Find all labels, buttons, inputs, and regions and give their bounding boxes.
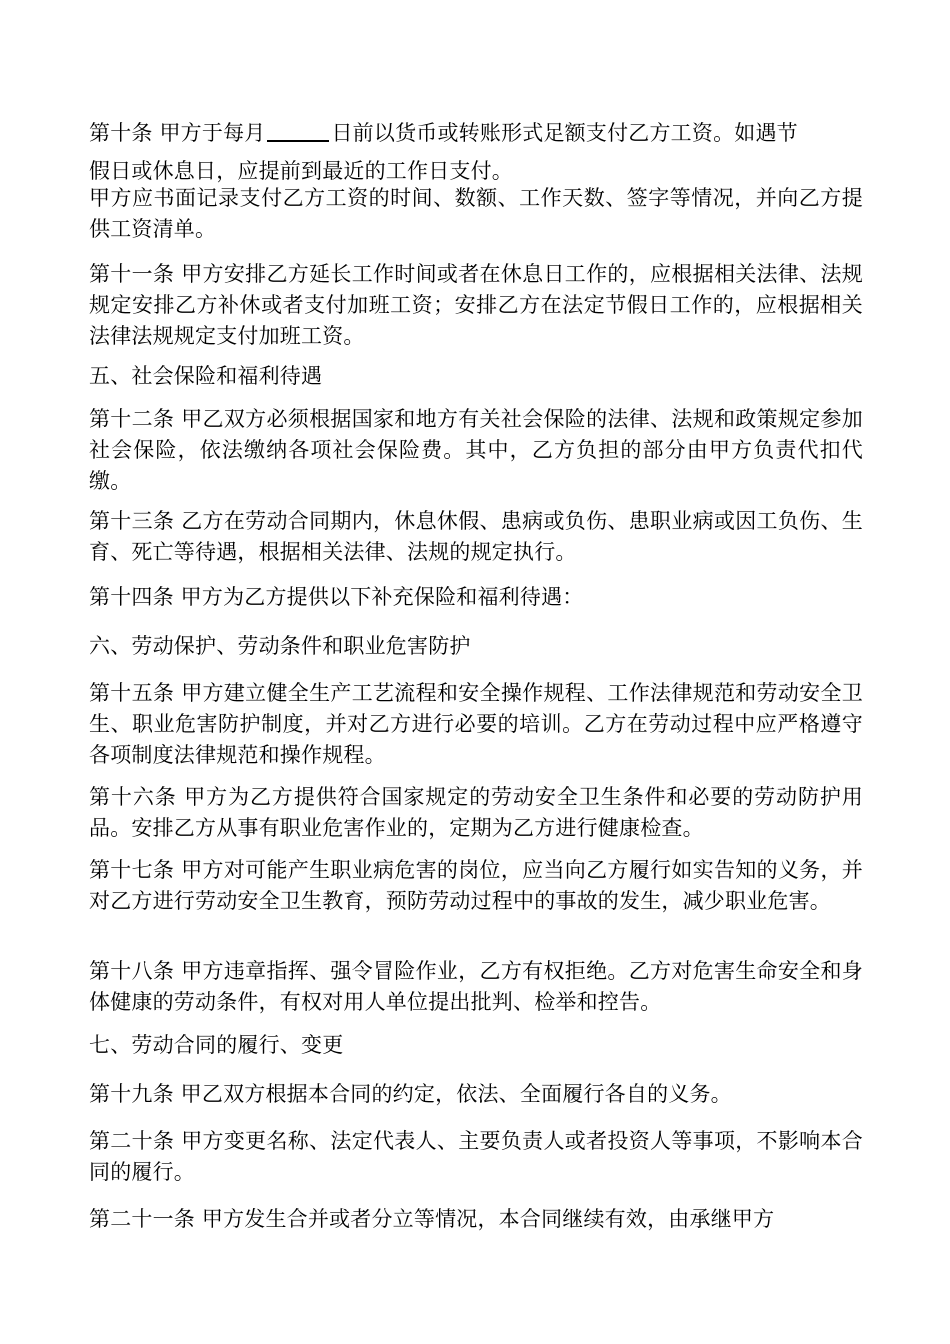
- article-10-line1: [89, 118, 863, 149]
- article-11: 第十一条 甲方安排乙方延长工作时间或者在休息日工作的，应根据相关法律、法规规定安排乙方补休或者支付加班工资；安排乙方在法定节假日工作的，应根据相关法律法规规定支付加班工资。: [89, 262, 863, 348]
- article-16: 第十六条 甲方为乙方提供符合国家规定的劳动安全卫生条件和必要的劳动防护用品。安排乙方从事有职业危害作业的，定期为乙方进行健康检查。: [89, 785, 863, 840]
- article-20: 第二十条 甲方变更名称、法定代表人、主要负责人或者投资人等事项，不影响本合同的履行。: [89, 1129, 863, 1184]
- article-15: 第十五条 甲方建立健全生产工艺流程和安全操作规程、工作法律规范和劳动安全卫生、职业危害防护制度，并对乙方进行必要的培训。乙方在劳动过程中应严格遵守各项制度法律规范和操作规程。: [89, 681, 863, 767]
- article-21: 第二十一条 甲方发生合并或者分立等情况，本合同继续有效，由承继甲方: [89, 1207, 775, 1231]
- article-10-prefix: 第十条 甲方于每月: [89, 121, 266, 145]
- date-blank-field: [267, 120, 329, 142]
- article-17: 第十七条 甲方对可能产生职业病危害的岗位，应当向乙方履行如实告知的义务，并对乙方进行劳动安全卫生教育，预防劳动过程中的事故的发生，减少职业危害。: [89, 858, 863, 913]
- article-12: 第十二条 甲乙双方必须根据国家和地方有关社会保险的法律、法规和政策规定参加社会保险，依法缴纳各项社会保险费。其中，乙方负担的部分由甲方负责代扣代缴。: [89, 407, 863, 493]
- article-19: 第十九条 甲乙双方根据本合同的约定，依法、全面履行各自的义务。: [89, 1082, 732, 1106]
- article-18: 第十八条 甲方违章指挥、强令冒险作业，乙方有权拒绝。乙方对危害生命安全和身体健康的劳动条件，有权对用人单位提出批判、检举和控告。: [89, 959, 863, 1014]
- section-5-heading: 五、社会保险和福利待遇: [89, 364, 323, 388]
- article-10-paragraph2: 甲方应书面记录支付乙方工资的时间、数额、工作天数、签字等情况，并向乙方提供工资清单。: [89, 186, 863, 241]
- article-13: 第十三条 乙方在劳动合同期内，休息休假、患病或负伤、患职业病或因工负伤、生育、死亡等待遇，根据相关法律、法规的规定执行。: [89, 509, 863, 564]
- article-10-suffix: 日前以货币或转账形式足额支付乙方工资。如遇节: [331, 121, 798, 145]
- article-14: 第十四条 甲方为乙方提供以下补充保险和福利待遇：: [89, 585, 584, 609]
- section-7-heading: 七、劳动合同的履行、变更: [89, 1033, 344, 1057]
- section-6-heading: 六、劳动保护、劳动条件和职业危害防护: [89, 634, 471, 658]
- article-10-line2: 假日或休息日，应提前到最近的工作日支付。: [89, 159, 513, 183]
